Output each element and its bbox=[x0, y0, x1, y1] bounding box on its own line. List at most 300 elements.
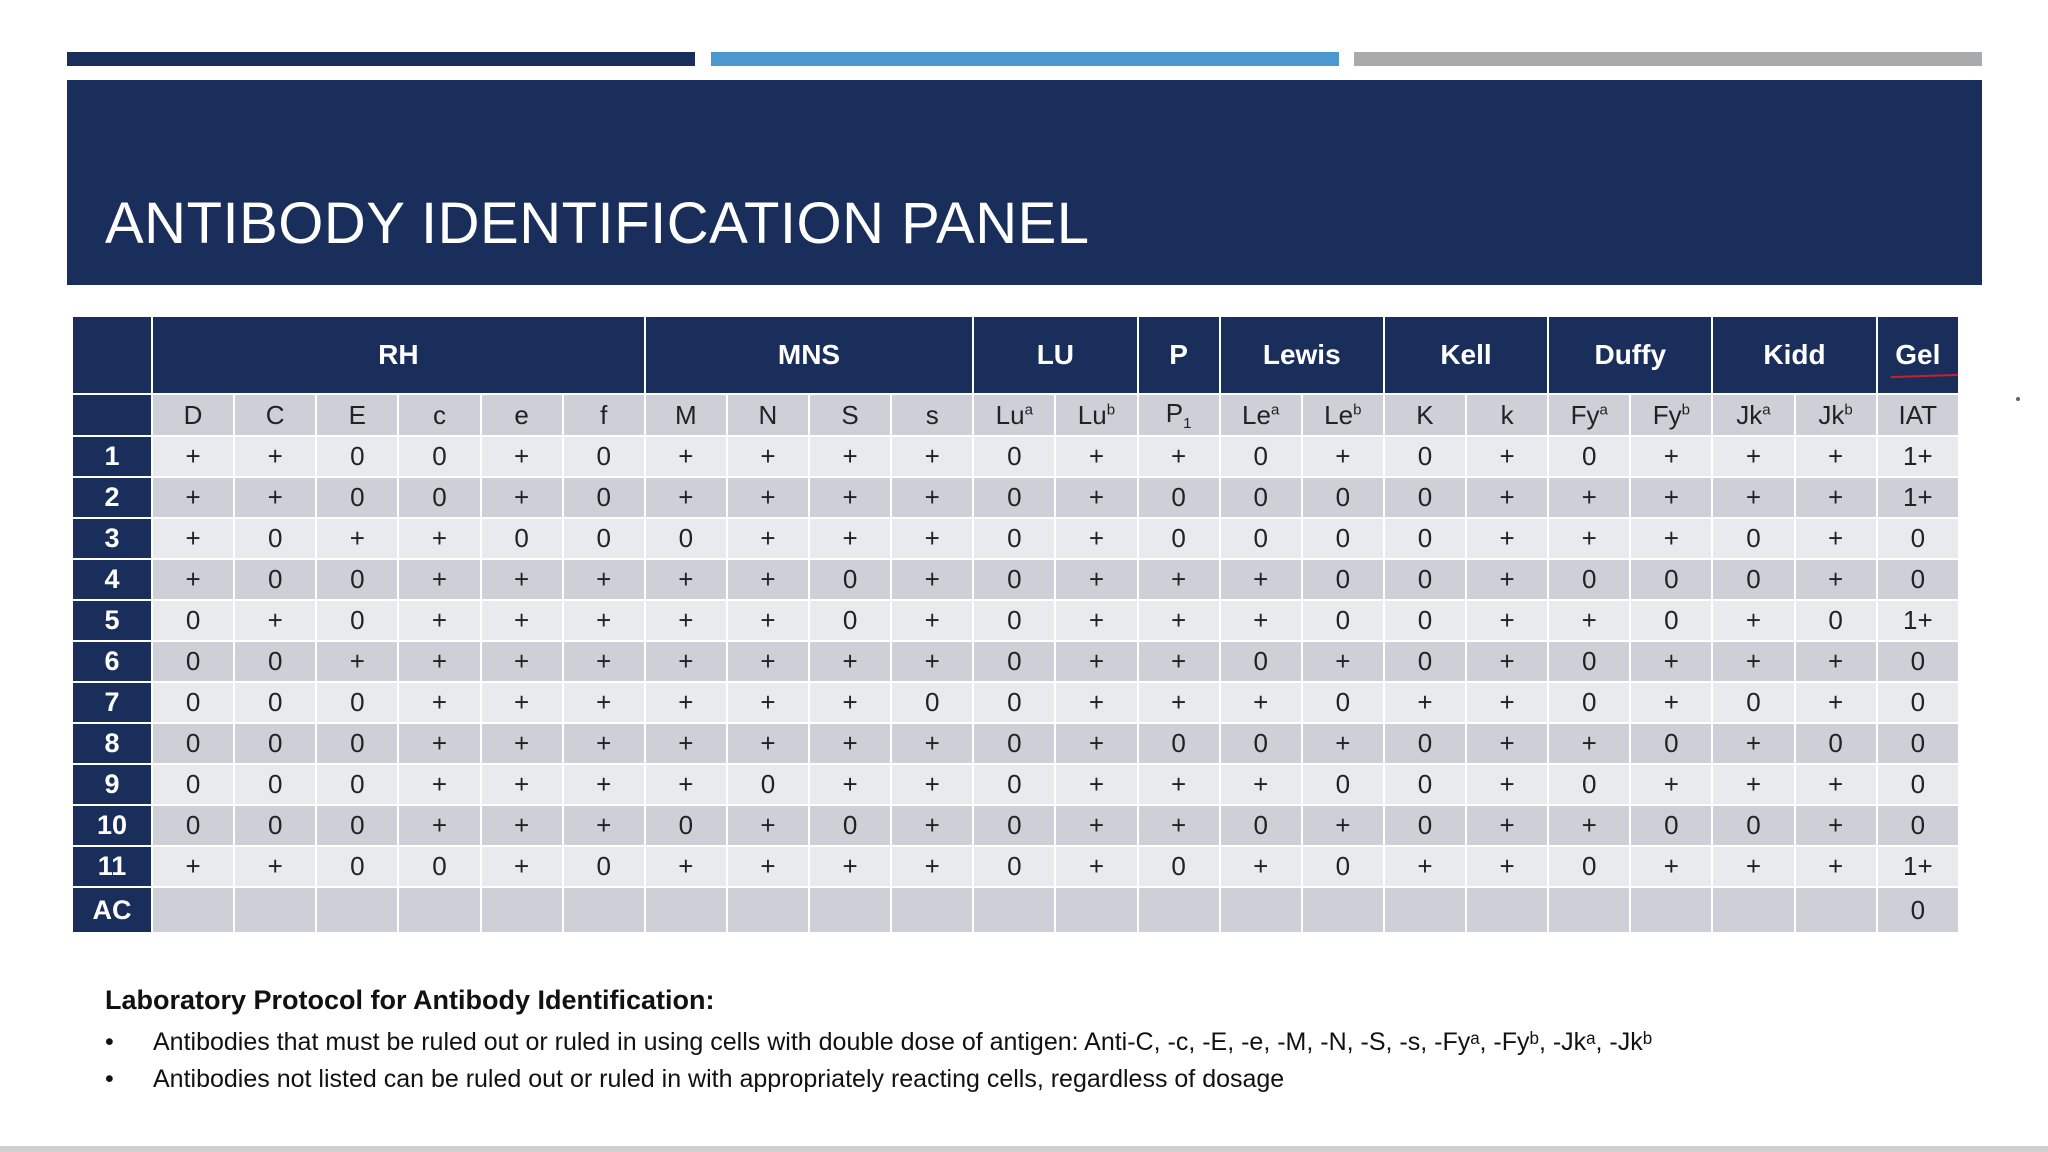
row-label: 3 bbox=[72, 518, 152, 559]
table-cell: + bbox=[398, 723, 480, 764]
table-cell: 0 bbox=[1302, 559, 1384, 600]
table-cell: + bbox=[645, 846, 727, 887]
antigen-header bbox=[809, 394, 891, 436]
table-cell: 0 bbox=[1877, 805, 1959, 846]
table-cell: 0 bbox=[1548, 559, 1630, 600]
table-cell: + bbox=[1712, 436, 1794, 477]
table-cell: 0 bbox=[1302, 682, 1384, 723]
table-cell: + bbox=[152, 518, 234, 559]
table-cell: + bbox=[481, 600, 563, 641]
table-cell: + bbox=[1795, 641, 1877, 682]
antigen-label: e bbox=[514, 399, 529, 430]
table-cell: + bbox=[727, 723, 809, 764]
table-cell: + bbox=[645, 723, 727, 764]
row-label: 8 bbox=[72, 723, 152, 764]
row-label: 5 bbox=[72, 600, 152, 641]
table-row bbox=[72, 682, 1959, 723]
antigen-header bbox=[1220, 394, 1302, 436]
table-cell: + bbox=[1466, 846, 1548, 887]
row-label: 1 bbox=[72, 436, 152, 477]
table-cell: 0 bbox=[1220, 436, 1302, 477]
antigen-label: IAT bbox=[1898, 399, 1938, 430]
table-cell: + bbox=[727, 436, 809, 477]
table-cell: 0 bbox=[1548, 436, 1630, 477]
table-cell: 0 bbox=[1630, 600, 1712, 641]
table-cell: 0 bbox=[973, 641, 1055, 682]
page-title: ANTIBODY IDENTIFICATION PANEL bbox=[105, 191, 1090, 256]
bullet-icon: • bbox=[105, 1028, 114, 1056]
table-cell: + bbox=[1055, 518, 1137, 559]
row-label: 6 bbox=[72, 641, 152, 682]
table-cell: 0 bbox=[973, 682, 1055, 723]
row-label: 9 bbox=[72, 764, 152, 805]
antigen-label: N bbox=[758, 399, 778, 430]
table-cell: 0 bbox=[234, 641, 316, 682]
table-row bbox=[72, 723, 1959, 764]
table-cell: + bbox=[1630, 477, 1712, 518]
table-cell: + bbox=[1055, 846, 1137, 887]
antigen-label: E bbox=[348, 399, 366, 430]
table-cell: + bbox=[727, 641, 809, 682]
bullet-icon: • bbox=[105, 1065, 114, 1093]
table-cell: + bbox=[1712, 600, 1794, 641]
table-cell: 0 bbox=[1384, 600, 1466, 641]
antigen-label: S bbox=[841, 399, 859, 430]
table-cell: + bbox=[1712, 477, 1794, 518]
table-cell: + bbox=[1630, 846, 1712, 887]
table-cell bbox=[809, 887, 891, 933]
table-cell: + bbox=[1138, 764, 1220, 805]
antigen-label: C bbox=[265, 399, 285, 430]
table-cell: 0 bbox=[152, 805, 234, 846]
table-cell: + bbox=[563, 600, 645, 641]
antigen-label: Fy bbox=[1652, 399, 1682, 430]
antigen-header-row bbox=[72, 394, 1959, 436]
row-label: 7 bbox=[72, 682, 152, 723]
antigen-header bbox=[563, 394, 645, 436]
table-cell: 0 bbox=[1712, 518, 1794, 559]
table-cell: + bbox=[891, 436, 973, 477]
table-cell bbox=[1712, 887, 1794, 933]
table-cell bbox=[1302, 887, 1384, 933]
group-header-gel bbox=[1877, 316, 1959, 394]
table-cell bbox=[1630, 887, 1712, 933]
table-cell: + bbox=[152, 846, 234, 887]
group-header-p bbox=[1138, 316, 1220, 394]
table-cell: + bbox=[1138, 805, 1220, 846]
table-cell: 0 bbox=[1548, 682, 1630, 723]
table-cell: 0 bbox=[316, 477, 398, 518]
group-header-duffy bbox=[1548, 316, 1712, 394]
table-cell bbox=[1138, 887, 1220, 933]
table-cell: + bbox=[234, 846, 316, 887]
table-cell: 0 bbox=[1220, 641, 1302, 682]
table-cell: 0 bbox=[152, 723, 234, 764]
table-cell: + bbox=[481, 805, 563, 846]
antigen-label: P bbox=[1165, 397, 1184, 428]
table-cell: + bbox=[1138, 641, 1220, 682]
table-cell: + bbox=[1795, 559, 1877, 600]
table-cell: + bbox=[727, 805, 809, 846]
antigen-header bbox=[1877, 394, 1959, 436]
table-cell: + bbox=[1548, 723, 1630, 764]
table-cell: + bbox=[809, 477, 891, 518]
antigen-header bbox=[1466, 394, 1548, 436]
table-cell: 0 bbox=[1138, 477, 1220, 518]
antigen-header bbox=[1138, 394, 1220, 436]
table-cell: + bbox=[481, 723, 563, 764]
antigen-header bbox=[973, 394, 1055, 436]
antigen-header bbox=[316, 394, 398, 436]
table-cell bbox=[481, 887, 563, 933]
table-cell: + bbox=[809, 723, 891, 764]
table-cell: + bbox=[1630, 764, 1712, 805]
table-cell: + bbox=[1220, 600, 1302, 641]
group-header-label: Gel bbox=[1895, 339, 1941, 370]
row-label: 11 bbox=[72, 846, 152, 887]
accent-stripe-navy bbox=[67, 52, 695, 66]
antigen-superscript: a bbox=[1599, 400, 1608, 418]
table-cell: + bbox=[398, 518, 480, 559]
table-cell: 0 bbox=[152, 641, 234, 682]
table-cell: 0 bbox=[1302, 477, 1384, 518]
table-cell: 0 bbox=[973, 723, 1055, 764]
table-cell: + bbox=[1712, 641, 1794, 682]
table-cell: 0 bbox=[1548, 846, 1630, 887]
table-cell: + bbox=[1548, 805, 1630, 846]
table-cell: + bbox=[234, 436, 316, 477]
table-cell: + bbox=[1548, 518, 1630, 559]
table-cell: 0 bbox=[1877, 682, 1959, 723]
table-cell: 0 bbox=[1548, 764, 1630, 805]
table-cell: + bbox=[1466, 600, 1548, 641]
table-cell: + bbox=[727, 518, 809, 559]
table-cell: 0 bbox=[316, 600, 398, 641]
table-cell: 0 bbox=[1220, 477, 1302, 518]
table-cell: + bbox=[1795, 805, 1877, 846]
protocol-heading: Laboratory Protocol for Antibody Identification: bbox=[105, 985, 715, 1015]
table-cell: 0 bbox=[1548, 641, 1630, 682]
table-cell: 0 bbox=[234, 518, 316, 559]
table-cell: + bbox=[1466, 682, 1548, 723]
protocol-item bbox=[105, 1061, 1905, 1098]
table-cell: 0 bbox=[1384, 764, 1466, 805]
table-cell: + bbox=[1712, 764, 1794, 805]
table-cell: 0 bbox=[152, 764, 234, 805]
table-cell: + bbox=[891, 518, 973, 559]
antigen-label: Jk bbox=[1818, 399, 1845, 430]
table-cell: 0 bbox=[234, 723, 316, 764]
table-cell: 0 bbox=[316, 805, 398, 846]
protocol-item-text: Antibodies not listed can be ruled out or ruled in with appropriately reacting cells, regardless of dosage bbox=[153, 1065, 1285, 1093]
antigen-label: Jk bbox=[1736, 399, 1763, 430]
antibody-panel-table bbox=[71, 315, 1960, 934]
group-header-label: Lewis bbox=[1262, 339, 1341, 370]
table-cell: 0 bbox=[234, 559, 316, 600]
table-cell: 0 bbox=[1630, 723, 1712, 764]
table-cell: + bbox=[1302, 436, 1384, 477]
table-cell: + bbox=[1302, 805, 1384, 846]
antigen-header bbox=[1548, 394, 1630, 436]
table-cell: + bbox=[1302, 723, 1384, 764]
table-cell: + bbox=[1795, 846, 1877, 887]
group-header-label: Duffy bbox=[1594, 339, 1667, 370]
table-cell: + bbox=[152, 477, 234, 518]
protocol-list bbox=[105, 1024, 1905, 1098]
table-cell: + bbox=[891, 600, 973, 641]
table-cell: 0 bbox=[1877, 887, 1959, 933]
row-label: 2 bbox=[72, 477, 152, 518]
bottom-divider bbox=[0, 1146, 2048, 1152]
table-cell: + bbox=[234, 477, 316, 518]
antigen-superscript: b bbox=[1106, 400, 1116, 418]
table-cell: + bbox=[152, 436, 234, 477]
table-cell: 0 bbox=[1795, 600, 1877, 641]
table-cell: 0 bbox=[152, 600, 234, 641]
table-cell: + bbox=[1055, 600, 1137, 641]
table-cell bbox=[727, 887, 809, 933]
table-cell: 0 bbox=[1138, 723, 1220, 764]
table-cell: 0 bbox=[316, 723, 398, 764]
table-cell: 0 bbox=[234, 805, 316, 846]
antigen-header bbox=[1712, 394, 1794, 436]
table-cell: + bbox=[809, 641, 891, 682]
table-cell: + bbox=[1630, 641, 1712, 682]
table-cell: + bbox=[398, 764, 480, 805]
table-cell: + bbox=[809, 846, 891, 887]
table-cell: + bbox=[1712, 846, 1794, 887]
table-cell: + bbox=[1138, 436, 1220, 477]
antigen-label: Fy bbox=[1570, 399, 1600, 430]
table-cell: 0 bbox=[809, 559, 891, 600]
table-cell: + bbox=[645, 559, 727, 600]
table-cell: + bbox=[1466, 805, 1548, 846]
table-cell: 0 bbox=[563, 436, 645, 477]
table-cell: + bbox=[1466, 723, 1548, 764]
table-cell: + bbox=[645, 764, 727, 805]
table-cell: 0 bbox=[563, 477, 645, 518]
table-cell: + bbox=[1466, 436, 1548, 477]
table-row bbox=[72, 764, 1959, 805]
table-cell: + bbox=[1138, 600, 1220, 641]
antigen-header bbox=[891, 394, 973, 436]
title-banner bbox=[67, 80, 1982, 285]
table-cell: + bbox=[645, 436, 727, 477]
table-cell: + bbox=[891, 846, 973, 887]
table-cell: 0 bbox=[316, 846, 398, 887]
table-cell: 0 bbox=[481, 518, 563, 559]
table-cell: + bbox=[809, 764, 891, 805]
table-cell: + bbox=[1055, 805, 1137, 846]
antigen-label: D bbox=[183, 399, 203, 430]
table-cell: 0 bbox=[973, 805, 1055, 846]
table-row bbox=[72, 641, 1959, 682]
table-cell: 0 bbox=[1384, 436, 1466, 477]
table-cell: + bbox=[727, 559, 809, 600]
table-cell: + bbox=[1712, 723, 1794, 764]
table-cell: 0 bbox=[398, 477, 480, 518]
table-cell: 0 bbox=[1384, 477, 1466, 518]
table-cell: 0 bbox=[1630, 805, 1712, 846]
table-row bbox=[72, 559, 1959, 600]
group-header-label: Kidd bbox=[1763, 339, 1826, 370]
corner-cell-antigen bbox=[72, 394, 152, 436]
table-cell: 0 bbox=[809, 805, 891, 846]
table-cell: + bbox=[481, 846, 563, 887]
table-cell: 0 bbox=[1220, 723, 1302, 764]
group-header-rh bbox=[152, 316, 645, 394]
table-cell: 0 bbox=[316, 764, 398, 805]
antigen-label: Lu bbox=[995, 399, 1025, 430]
table-cell bbox=[891, 887, 973, 933]
table-cell bbox=[316, 887, 398, 933]
table-cell: + bbox=[1795, 764, 1877, 805]
group-header-row bbox=[72, 316, 1959, 394]
table-cell: 0 bbox=[973, 600, 1055, 641]
table-cell: + bbox=[316, 518, 398, 559]
table-cell: + bbox=[1548, 477, 1630, 518]
table-cell: + bbox=[563, 559, 645, 600]
table-cell: + bbox=[1220, 559, 1302, 600]
table-cell: 0 bbox=[891, 682, 973, 723]
table-cell: + bbox=[398, 641, 480, 682]
table-cell: + bbox=[1630, 682, 1712, 723]
antigen-subscript: 1 bbox=[1183, 415, 1192, 433]
table-cell bbox=[152, 887, 234, 933]
table-cell: 0 bbox=[645, 805, 727, 846]
table-cell: 0 bbox=[973, 518, 1055, 559]
table-cell: 0 bbox=[973, 559, 1055, 600]
antigen-header bbox=[1630, 394, 1712, 436]
antigen-label: K bbox=[1416, 399, 1434, 430]
antigen-label: M bbox=[674, 399, 697, 430]
table-cell: + bbox=[645, 477, 727, 518]
table-cell: + bbox=[891, 641, 973, 682]
table-cell: + bbox=[1466, 518, 1548, 559]
table-cell: + bbox=[1466, 764, 1548, 805]
table-cell: + bbox=[1630, 518, 1712, 559]
table-cell: 0 bbox=[1712, 559, 1794, 600]
table-cell: + bbox=[1384, 846, 1466, 887]
antigen-header bbox=[1055, 394, 1137, 436]
table-row bbox=[72, 887, 1959, 933]
antigen-superscript: a bbox=[1024, 400, 1033, 418]
table-cell: 0 bbox=[1302, 518, 1384, 559]
corner-cell bbox=[72, 316, 152, 394]
group-header-lewis bbox=[1220, 316, 1384, 394]
table-cell: + bbox=[481, 559, 563, 600]
table-cell: + bbox=[1466, 641, 1548, 682]
table-cell: 0 bbox=[398, 846, 480, 887]
table-cell: + bbox=[1055, 723, 1137, 764]
table-cell: + bbox=[1548, 600, 1630, 641]
antigen-superscript: b bbox=[1844, 400, 1853, 418]
protocol-item-text: Antibodies that must be ruled out or ruled in using cells with double dose of antigen: Anti-C, -c, -E, -e, -M, -N, -S, -s, -Fyᵃ, -Fyᵇ, -Jkᵃ, -Jkᵇ bbox=[153, 1028, 1653, 1056]
antigen-label: Lu bbox=[1077, 399, 1107, 430]
table-cell bbox=[1220, 887, 1302, 933]
table-cell: + bbox=[809, 682, 891, 723]
accent-stripe-blue bbox=[711, 52, 1339, 66]
table-cell: 0 bbox=[1877, 559, 1959, 600]
table-cell: + bbox=[563, 764, 645, 805]
group-header-mns bbox=[645, 316, 974, 394]
table-cell: + bbox=[891, 477, 973, 518]
group-header-label: P bbox=[1169, 339, 1188, 370]
antigen-label: Le bbox=[1242, 399, 1271, 430]
table-cell: 1+ bbox=[1877, 477, 1959, 518]
antigen-label: k bbox=[1500, 399, 1514, 430]
table-cell: + bbox=[1055, 682, 1137, 723]
table-cell: + bbox=[645, 682, 727, 723]
table-cell: + bbox=[481, 682, 563, 723]
antigen-superscript: a bbox=[1762, 400, 1771, 418]
table-cell: 0 bbox=[1795, 723, 1877, 764]
table-cell: + bbox=[1055, 477, 1137, 518]
table-cell: + bbox=[481, 436, 563, 477]
table-cell: + bbox=[481, 764, 563, 805]
antigen-label: Le bbox=[1324, 399, 1354, 430]
table-row bbox=[72, 846, 1959, 887]
table-cell: 0 bbox=[234, 682, 316, 723]
antigen-superscript: b bbox=[1353, 400, 1362, 418]
table-cell: + bbox=[891, 723, 973, 764]
table-cell: + bbox=[1630, 436, 1712, 477]
table-cell: 0 bbox=[1384, 805, 1466, 846]
table-cell: 0 bbox=[1302, 600, 1384, 641]
row-label: 4 bbox=[72, 559, 152, 600]
table-cell: 0 bbox=[1877, 764, 1959, 805]
table-cell: 0 bbox=[1877, 641, 1959, 682]
table-cell: 0 bbox=[1877, 723, 1959, 764]
group-header-label: MNS bbox=[777, 339, 841, 370]
table-cell bbox=[1384, 887, 1466, 933]
table-cell: + bbox=[891, 764, 973, 805]
table-cell: 0 bbox=[316, 559, 398, 600]
antigen-superscript: a bbox=[1270, 400, 1280, 418]
table-cell: + bbox=[727, 600, 809, 641]
table-cell: + bbox=[891, 805, 973, 846]
table-cell bbox=[563, 887, 645, 933]
antigen-label: f bbox=[600, 399, 608, 430]
table-row bbox=[72, 805, 1959, 846]
table-cell: 0 bbox=[973, 436, 1055, 477]
table-row bbox=[72, 518, 1959, 559]
table-cell bbox=[1466, 887, 1548, 933]
table-cell: 0 bbox=[1384, 723, 1466, 764]
table-cell: + bbox=[563, 805, 645, 846]
table-cell: 0 bbox=[563, 846, 645, 887]
protocol-section bbox=[105, 985, 1905, 1098]
table-cell: 1+ bbox=[1877, 600, 1959, 641]
table-cell bbox=[1055, 887, 1137, 933]
table-cell: + bbox=[1795, 682, 1877, 723]
row-label: AC bbox=[72, 887, 152, 933]
table-cell: 0 bbox=[973, 764, 1055, 805]
table-cell: 0 bbox=[809, 600, 891, 641]
table-cell: + bbox=[1220, 682, 1302, 723]
group-header-label: RH bbox=[378, 339, 419, 370]
table-cell bbox=[1795, 887, 1877, 933]
table-cell: 0 bbox=[973, 477, 1055, 518]
table-cell: + bbox=[1138, 682, 1220, 723]
group-header-label: Kell bbox=[1440, 339, 1492, 370]
table-cell: 0 bbox=[1302, 846, 1384, 887]
table-cell: 0 bbox=[1302, 764, 1384, 805]
table-cell: 0 bbox=[152, 682, 234, 723]
antigen-header bbox=[727, 394, 809, 436]
table-cell: 0 bbox=[563, 518, 645, 559]
table-cell: + bbox=[1795, 518, 1877, 559]
